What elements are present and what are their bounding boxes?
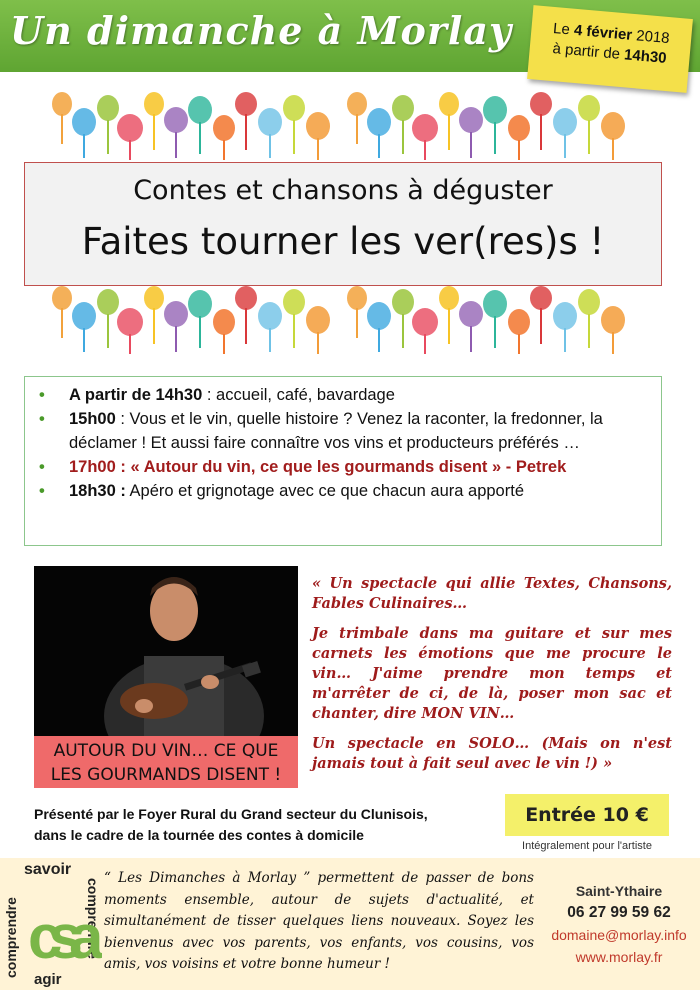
logo-letters: csa bbox=[28, 903, 90, 972]
date-year: 2018 bbox=[635, 27, 671, 48]
program-time: A partir de 14h30 bbox=[69, 386, 203, 404]
bullet-icon: • bbox=[39, 482, 45, 500]
quote-paragraph: Je trimbale dans ma guitare et sur mes carnets les émotions que me procure le vin… J'aime prendre mon temps et m'arrêter de ci, de là, poser mon sac et chanter, dire MON VIN… bbox=[312, 625, 672, 722]
title-box bbox=[24, 162, 662, 286]
logo-text-right: comprendre bbox=[85, 878, 101, 959]
quote-paragraph: « Un spectacle qui allie Textes, Chansons, Fables Culinaires… bbox=[312, 575, 672, 612]
date-bold: 4 février bbox=[573, 21, 633, 44]
date-note bbox=[527, 5, 693, 93]
contact-website-link[interactable]: www.morlay.fr bbox=[575, 949, 663, 965]
logo-text-left: comprendre bbox=[3, 897, 19, 978]
event-subtitle: Contes et chansons à déguster bbox=[133, 175, 553, 206]
header-title: Un dimanche à Morlay bbox=[10, 8, 513, 53]
program-item bbox=[35, 407, 651, 455]
quote-paragraph: Un spectacle en SOLO… (Mais on n'est jamais tout à fait seul avec le vin !) » bbox=[312, 735, 672, 772]
artist-photo bbox=[34, 566, 298, 736]
logo-text-top: savoir bbox=[24, 861, 72, 878]
show-quote bbox=[312, 574, 672, 784]
program-item-highlight bbox=[35, 455, 651, 479]
program-item bbox=[35, 479, 651, 503]
bullet-icon: • bbox=[39, 458, 45, 476]
program-text: Apéro et grignotage avec ce que chacun aura apporté bbox=[125, 482, 524, 500]
program-time: 15h00 bbox=[69, 410, 116, 428]
time-prefix: à partir de bbox=[551, 40, 621, 63]
bullet-icon: • bbox=[39, 386, 45, 404]
presented-line: Présenté par le Foyer Rural du Grand secteur du Clunisois, bbox=[34, 806, 428, 822]
program-time: 18h30 : bbox=[69, 482, 126, 500]
contact-info bbox=[540, 880, 698, 968]
wine-glasses-illustration bbox=[50, 92, 640, 162]
program-text: : Vous et le vin, quelle histoire ? Venez la raconter, la fredonner, la déclamer ! Et aussi faire connaître vos vins et producteurs préférés … bbox=[69, 410, 603, 452]
presented-by bbox=[34, 804, 494, 846]
program-text: 17h00 : « Autour du vin, ce que les gourmands disent » - Petrek bbox=[69, 458, 567, 476]
date-prefix: Le bbox=[552, 20, 571, 39]
presented-line: dans le cadre de la tournée des contes à domicile bbox=[34, 827, 364, 843]
contact-phone: 06 27 99 59 62 bbox=[567, 904, 671, 921]
bullet-icon: • bbox=[39, 410, 45, 428]
entry-price-badge: Entrée 10 € bbox=[505, 794, 669, 836]
program-text: : accueil, café, bavardage bbox=[202, 386, 395, 404]
caption-line: AUTOUR DU VIN… CE QUE bbox=[53, 741, 279, 761]
program-item bbox=[35, 383, 651, 407]
logo-text-bottom: agir bbox=[34, 971, 62, 988]
wine-glasses-illustration-bottom bbox=[50, 286, 640, 356]
entry-note: Intégralement pour l'artiste bbox=[522, 840, 652, 852]
program-list bbox=[24, 376, 662, 546]
csa-logo bbox=[2, 860, 102, 988]
contact-email-link[interactable]: domaine@morlay.info bbox=[551, 927, 687, 943]
caption-line: LES GOURMANDS DISENT ! bbox=[50, 765, 282, 785]
event-title: Faites tourner les ver(res)s ! bbox=[81, 220, 605, 263]
footer-description: “ Les Dimanches à Morlay ” permettent de passer de bons moments ensemble, autour de sujets d'actualité, et simultanément de tisser quelques liens nouveaux. Soyez les bienvenus avec vos parents, vos enfants, vos cousins, vos amis, vos voisins et votre bonne humeur ! bbox=[104, 870, 534, 972]
photo-caption bbox=[34, 736, 298, 788]
time-bold: 14h30 bbox=[623, 46, 668, 67]
contact-place: Saint-Ythaire bbox=[575, 883, 663, 899]
